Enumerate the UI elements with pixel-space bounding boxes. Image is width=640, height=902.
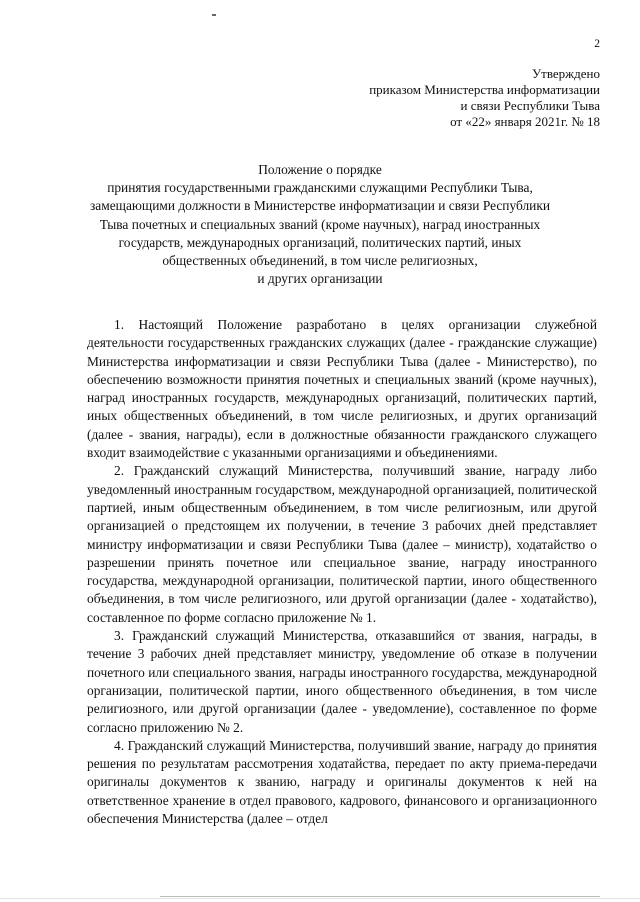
- paragraph-4: 4. Гражданский служащий Министерства, получивший звание, награду до принятия решения по результатам рассмотрения ходатайства, передает по акту приема-передачи оригиналы документов к званию, награду и оригиналы документов к ней на ответственное хранение в отдел правового, кадрового, финансового и организационного обеспечения Министерства (далее – отдел: [87, 737, 597, 827]
- approval-line: от «22» января 2021г. № 18: [450, 114, 600, 129]
- paragraph-3: 3. Гражданский служащий Министерства, отказавшийся от звания, награды, в течение 3 рабочих дней представляет министру, уведомление об отказе в получении почетного или специального звания, награды иностранного государства, международной организации, политической партии, иного общественного объединения, в том числе религиозного, или другой организации (далее - уведомление), составленное по форме согласно приложению № 2.: [87, 628, 597, 735]
- scan-edge-line: [0, 898, 640, 899]
- approval-line: Утверждено: [531, 66, 600, 81]
- approval-line: и связи Республики Тыва: [460, 98, 600, 113]
- title-line: Положение о порядке: [258, 162, 382, 177]
- title-line: замещающими должности в Министерстве информатизации и связи Республики: [90, 198, 550, 214]
- scan-artifact: [212, 14, 216, 16]
- document-title: [60, 161, 580, 288]
- title-line: Тыва почетных и специальных званий (кроме научных), наград иностранных: [99, 216, 541, 232]
- scan-edge-line: [160, 896, 600, 897]
- title-line: государств, международных организаций, политических партий, иных: [118, 234, 522, 250]
- title-line: общественных объединений, в том числе религиозных,: [162, 253, 478, 269]
- scan-bottom-edge: [0, 894, 640, 902]
- paragraph-1: 1. Настоящий Положение разработано в целях организации служебной деятельности государственных гражданских служащих (далее - гражданские служащие) Министерства информатизации и связи Республики Тыва (далее - Министерство), по обеспечению возможности принятия почетных и специальных званий (кроме научных), наград иностранных государств, международных организаций, политических партий, иных общественных объединений, в том числе религиозных, и других организаций (далее - звания, награды), если в должностные обязанности гражданского служащего входит взаимодействие с указанными организациями и объединениями.: [87, 317, 597, 461]
- paragraph-2: 2. Гражданский служащий Министерства, получивший звание, награду либо уведомленный иностранным государством, международной организацией, политической партией, иным общественным объединением, в том числе религиозным, или другой организацией о предстоящем их получении, в течение 3 рабочих дней представляет министру информатизации и связи Республики Тыва (далее – министр), ходатайство о разрешении принять почетное или специальное звание, награду иностранного государства, международной организации, политической партии, иного общественного объединения, в том числе религиозного, или другой организации (далее - ходатайство), составленное по форме согласно приложение № 1.: [87, 463, 597, 625]
- page-number: 2: [594, 38, 600, 50]
- title-line: принятия государственными гражданскими служащими Республики Тыва,: [107, 180, 533, 196]
- title-line: и других организации: [257, 271, 383, 287]
- approval-line: приказом Министерства информатизации: [369, 82, 600, 97]
- document-body: [87, 316, 597, 828]
- approval-stamp-block: [300, 66, 600, 130]
